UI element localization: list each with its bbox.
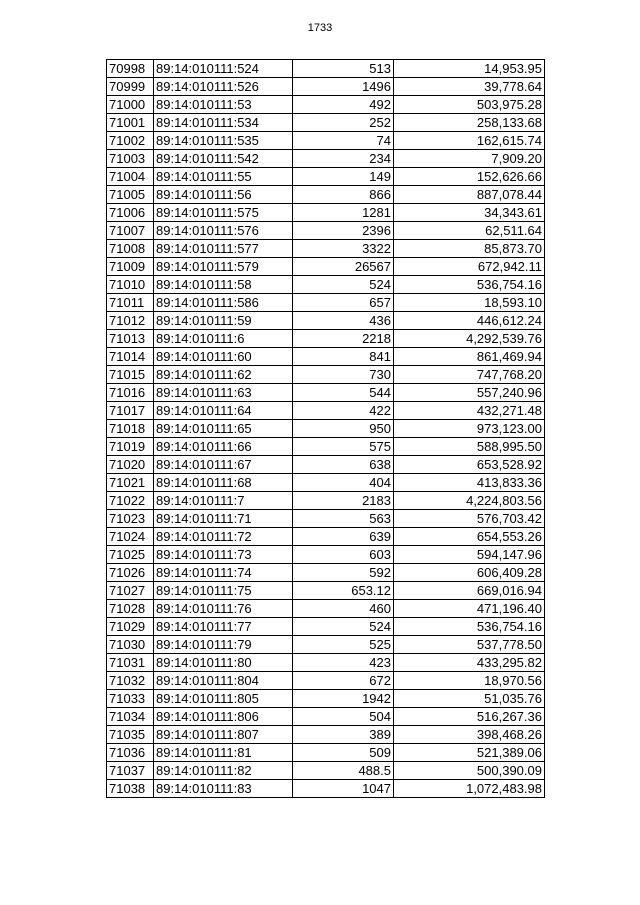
amount-cell: 516,267.36 [394,708,545,726]
cadastral-number-cell: 89:14:010111:79 [154,636,293,654]
quantity-cell: 234 [293,150,394,168]
quantity-cell: 950 [293,420,394,438]
quantity-cell: 672 [293,672,394,690]
cadastral-number-cell: 89:14:010111:56 [154,186,293,204]
table-row [107,474,545,492]
table-row [107,60,545,78]
row-id-cell: 71037 [107,762,154,780]
table-row [107,528,545,546]
cadastral-number-cell: 89:14:010111:68 [154,474,293,492]
amount-cell: 85,873.70 [394,240,545,258]
cadastral-number-cell: 89:14:010111:67 [154,456,293,474]
amount-cell: 152,626.66 [394,168,545,186]
row-id-cell: 71002 [107,132,154,150]
amount-cell: 606,409.28 [394,564,545,582]
cadastral-number-cell: 89:14:010111:524 [154,60,293,78]
cadastral-number-cell: 89:14:010111:74 [154,564,293,582]
table-row [107,726,545,744]
table-row [107,222,545,240]
quantity-cell: 575 [293,438,394,456]
cadastral-number-cell: 89:14:010111:542 [154,150,293,168]
cadastral-number-cell: 89:14:010111:80 [154,654,293,672]
table-row [107,744,545,762]
row-id-cell: 71019 [107,438,154,456]
cadastral-number-cell: 89:14:010111:526 [154,78,293,96]
amount-cell: 672,942.11 [394,258,545,276]
table-row [107,618,545,636]
table-row [107,204,545,222]
quantity-cell: 1942 [293,690,394,708]
row-id-cell: 71016 [107,384,154,402]
row-id-cell: 71017 [107,402,154,420]
quantity-cell: 513 [293,60,394,78]
amount-cell: 861,469.94 [394,348,545,366]
row-id-cell: 71011 [107,294,154,312]
amount-cell: 7,909.20 [394,150,545,168]
quantity-cell: 460 [293,600,394,618]
quantity-cell: 524 [293,618,394,636]
cadastral-number-cell: 89:14:010111:59 [154,312,293,330]
quantity-cell: 841 [293,348,394,366]
quantity-cell: 525 [293,636,394,654]
row-id-cell: 71000 [107,96,154,114]
page-number: 1733 [307,22,333,34]
row-id-cell: 71024 [107,528,154,546]
row-id-cell: 71030 [107,636,154,654]
row-id-cell: 71036 [107,744,154,762]
cadastral-number-cell: 89:14:010111:576 [154,222,293,240]
cadastral-number-cell: 89:14:010111:60 [154,348,293,366]
row-id-cell: 71015 [107,366,154,384]
table-row [107,492,545,510]
table-row [107,366,545,384]
table-row [107,654,545,672]
cadastral-number-cell: 89:14:010111:535 [154,132,293,150]
quantity-cell: 389 [293,726,394,744]
quantity-cell: 436 [293,312,394,330]
amount-cell: 537,778.50 [394,636,545,654]
quantity-cell: 492 [293,96,394,114]
quantity-cell: 404 [293,474,394,492]
quantity-cell: 149 [293,168,394,186]
table-row [107,456,545,474]
amount-cell: 973,123.00 [394,420,545,438]
cadastral-number-cell: 89:14:010111:71 [154,510,293,528]
row-id-cell: 71004 [107,168,154,186]
table-row [107,276,545,294]
amount-cell: 62,511.64 [394,222,545,240]
amount-cell: 654,553.26 [394,528,545,546]
amount-cell: 413,833.36 [394,474,545,492]
cadastral-number-cell: 89:14:010111:81 [154,744,293,762]
amount-cell: 594,147.96 [394,546,545,564]
quantity-cell: 422 [293,402,394,420]
amount-cell: 747,768.20 [394,366,545,384]
cadastral-number-cell: 89:14:010111:65 [154,420,293,438]
amount-cell: 576,703.42 [394,510,545,528]
row-id-cell: 71018 [107,420,154,438]
quantity-cell: 2183 [293,492,394,510]
amount-cell: 1,072,483.98 [394,780,545,798]
cadastral-number-cell: 89:14:010111:577 [154,240,293,258]
row-id-cell: 71034 [107,708,154,726]
cadastral-number-cell: 89:14:010111:534 [154,114,293,132]
table-row [107,150,545,168]
amount-cell: 39,778.64 [394,78,545,96]
quantity-cell: 653.12 [293,582,394,600]
row-id-cell: 71029 [107,618,154,636]
table-row [107,258,545,276]
row-id-cell: 71010 [107,276,154,294]
table-row [107,546,545,564]
quantity-cell: 423 [293,654,394,672]
data-table [106,59,545,798]
amount-cell: 398,468.26 [394,726,545,744]
cadastral-number-cell: 89:14:010111:82 [154,762,293,780]
table-row [107,294,545,312]
amount-cell: 432,271.48 [394,402,545,420]
row-id-cell: 71026 [107,564,154,582]
cadastral-number-cell: 89:14:010111:807 [154,726,293,744]
quantity-cell: 509 [293,744,394,762]
table-row [107,564,545,582]
quantity-cell: 2396 [293,222,394,240]
quantity-cell: 504 [293,708,394,726]
cadastral-number-cell: 89:14:010111:75 [154,582,293,600]
amount-cell: 471,196.40 [394,600,545,618]
cadastral-number-cell: 89:14:010111:806 [154,708,293,726]
table-row [107,168,545,186]
amount-cell: 34,343.61 [394,204,545,222]
amount-cell: 588,995.50 [394,438,545,456]
table-row [107,510,545,528]
row-id-cell: 71031 [107,654,154,672]
cadastral-number-cell: 89:14:010111:586 [154,294,293,312]
quantity-cell: 488.5 [293,762,394,780]
quantity-cell: 74 [293,132,394,150]
quantity-cell: 1281 [293,204,394,222]
cadastral-number-cell: 89:14:010111:83 [154,780,293,798]
row-id-cell: 71001 [107,114,154,132]
table-row [107,186,545,204]
table-row [107,690,545,708]
table-row [107,330,545,348]
amount-cell: 162,615.74 [394,132,545,150]
row-id-cell: 71007 [107,222,154,240]
quantity-cell: 524 [293,276,394,294]
row-id-cell: 71035 [107,726,154,744]
table-row [107,672,545,690]
row-id-cell: 70999 [107,78,154,96]
amount-cell: 653,528.92 [394,456,545,474]
amount-cell: 4,224,803.56 [394,492,545,510]
row-id-cell: 71012 [107,312,154,330]
table-row [107,762,545,780]
cadastral-number-cell: 89:14:010111:805 [154,690,293,708]
quantity-cell: 563 [293,510,394,528]
row-id-cell: 71038 [107,780,154,798]
table-row [107,114,545,132]
amount-cell: 433,295.82 [394,654,545,672]
table-row [107,636,545,654]
quantity-cell: 603 [293,546,394,564]
table-row [107,132,545,150]
row-id-cell: 71005 [107,186,154,204]
cadastral-number-cell: 89:14:010111:53 [154,96,293,114]
cadastral-number-cell: 89:14:010111:73 [154,546,293,564]
amount-cell: 521,389.06 [394,744,545,762]
cadastral-number-cell: 89:14:010111:63 [154,384,293,402]
quantity-cell: 1496 [293,78,394,96]
amount-cell: 536,754.16 [394,276,545,294]
cadastral-number-cell: 89:14:010111:72 [154,528,293,546]
quantity-cell: 592 [293,564,394,582]
row-id-cell: 71032 [107,672,154,690]
row-id-cell: 71028 [107,600,154,618]
table-row [107,582,545,600]
amount-cell: 500,390.09 [394,762,545,780]
table-row [107,78,545,96]
table-row [107,402,545,420]
row-id-cell: 71008 [107,240,154,258]
quantity-cell: 3322 [293,240,394,258]
cadastral-number-cell: 89:14:010111:77 [154,618,293,636]
quantity-cell: 26567 [293,258,394,276]
amount-cell: 669,016.94 [394,582,545,600]
row-id-cell: 71025 [107,546,154,564]
amount-cell: 557,240.96 [394,384,545,402]
table-row [107,348,545,366]
amount-cell: 258,133.68 [394,114,545,132]
quantity-cell: 2218 [293,330,394,348]
cadastral-number-cell: 89:14:010111:66 [154,438,293,456]
cadastral-number-cell: 89:14:010111:62 [154,366,293,384]
table-row [107,438,545,456]
amount-cell: 18,970.56 [394,672,545,690]
row-id-cell: 71022 [107,492,154,510]
cadastral-number-cell: 89:14:010111:55 [154,168,293,186]
cadastral-number-cell: 89:14:010111:579 [154,258,293,276]
cadastral-number-cell: 89:14:010111:7 [154,492,293,510]
table-row [107,780,545,798]
row-id-cell: 71020 [107,456,154,474]
amount-cell: 887,078.44 [394,186,545,204]
row-id-cell: 71021 [107,474,154,492]
row-id-cell: 71006 [107,204,154,222]
cadastral-number-cell: 89:14:010111:6 [154,330,293,348]
table-row [107,240,545,258]
row-id-cell: 71003 [107,150,154,168]
amount-cell: 503,975.28 [394,96,545,114]
quantity-cell: 730 [293,366,394,384]
quantity-cell: 866 [293,186,394,204]
amount-cell: 51,035.76 [394,690,545,708]
table-row [107,384,545,402]
cadastral-number-cell: 89:14:010111:76 [154,600,293,618]
cadastral-number-cell: 89:14:010111:575 [154,204,293,222]
quantity-cell: 638 [293,456,394,474]
row-id-cell: 71009 [107,258,154,276]
row-id-cell: 71013 [107,330,154,348]
cadastral-number-cell: 89:14:010111:804 [154,672,293,690]
table-row [107,96,545,114]
row-id-cell: 71014 [107,348,154,366]
amount-cell: 446,612.24 [394,312,545,330]
amount-cell: 4,292,539.76 [394,330,545,348]
cadastral-number-cell: 89:14:010111:58 [154,276,293,294]
table-row [107,708,545,726]
table-row [107,312,545,330]
cadastral-number-cell: 89:14:010111:64 [154,402,293,420]
amount-cell: 536,754.16 [394,618,545,636]
table-body [107,60,545,798]
row-id-cell: 71023 [107,510,154,528]
quantity-cell: 639 [293,528,394,546]
table-row [107,420,545,438]
quantity-cell: 1047 [293,780,394,798]
row-id-cell: 70998 [107,60,154,78]
row-id-cell: 71027 [107,582,154,600]
amount-cell: 14,953.95 [394,60,545,78]
quantity-cell: 252 [293,114,394,132]
quantity-cell: 544 [293,384,394,402]
quantity-cell: 657 [293,294,394,312]
table-row [107,600,545,618]
row-id-cell: 71033 [107,690,154,708]
amount-cell: 18,593.10 [394,294,545,312]
